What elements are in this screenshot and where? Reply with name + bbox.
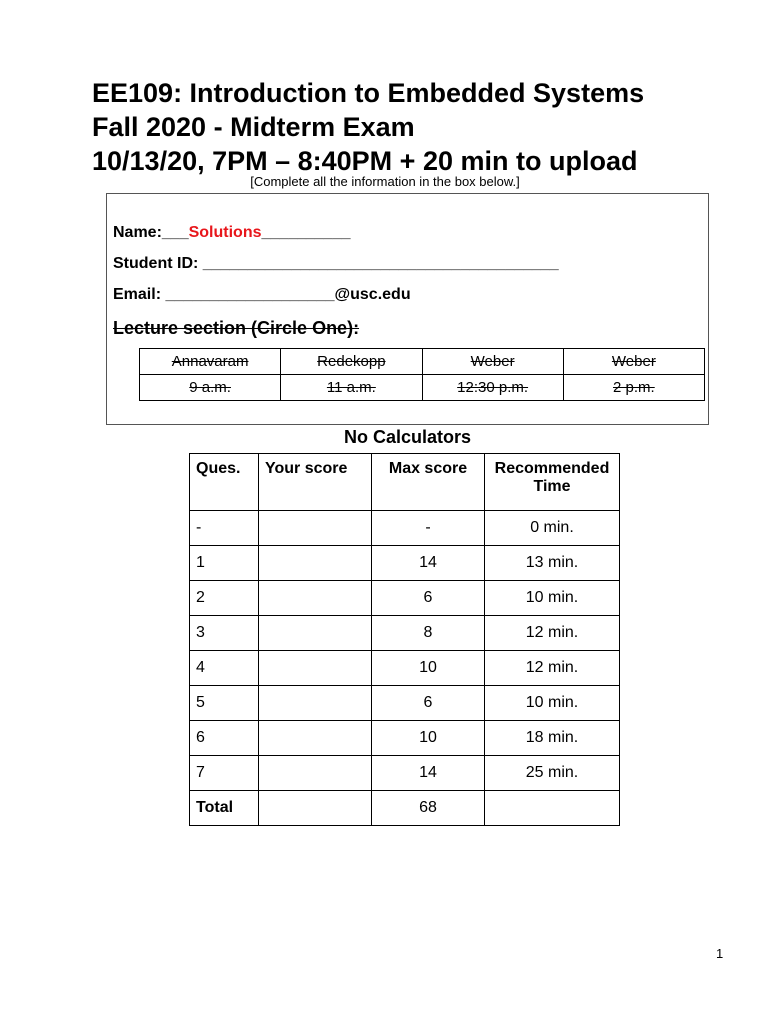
title-line-datetime: 10/13/20, 7PM – 8:40PM + 20 min to upload [92,146,638,176]
table-row [190,616,620,651]
table-row [190,686,620,721]
score-cell [259,756,372,791]
time-cell [485,791,620,826]
email-field: Email: ___________________@usc.edu [113,286,411,303]
exam-title [92,76,644,178]
title-line-term: Fall 2020 - Midterm Exam [92,112,415,142]
lecture-time: 2 p.m. [563,375,704,401]
table-row [190,511,620,546]
lecture-section-heading: Lecture section (Circle One): [113,318,360,338]
header-your-score: Your score [259,454,372,511]
score-cell [259,721,372,756]
table-row [190,756,620,791]
ques-cell: 4 [190,651,259,686]
lecture-time: 9 a.m. [140,375,281,401]
lecture-time: 11 a.m. [281,375,422,401]
score-cell [259,581,372,616]
max-cell: 10 [372,721,485,756]
max-cell: 8 [372,616,485,651]
lecture-time: 12:30 p.m. [422,375,563,401]
instruction-note: [Complete all the information in the box below.] [250,174,520,189]
lecture-instructor: Redekopp [281,349,422,375]
total-label: Total [190,791,259,826]
student-id-field: Student ID: ________________________________________ [113,255,559,272]
max-cell: 14 [372,756,485,791]
ques-cell: 2 [190,581,259,616]
time-cell: 10 min. [485,581,620,616]
table-row-total [190,791,620,826]
ques-cell: 5 [190,686,259,721]
score-cell [259,686,372,721]
lecture-instructor: Weber [563,349,704,375]
header-ques: Ques. [190,454,259,511]
no-calculators-heading: No Calculators [343,427,472,447]
score-table [189,453,620,826]
lecture-instructor: Annavaram [140,349,281,375]
time-cell: 18 min. [485,721,620,756]
time-cell: 13 min. [485,546,620,581]
name-trail: __________ [261,224,351,241]
lecture-time-row [140,375,705,401]
time-cell: 12 min. [485,616,620,651]
title-line-course: EE109: Introduction to Embedded Systems [92,78,645,108]
score-cell [259,651,372,686]
name-label: Name:___ [113,224,189,241]
lecture-instructor-row [140,349,705,375]
header-max-score: Max score [372,454,485,511]
lecture-instructor: Weber [422,349,563,375]
max-cell: - [372,511,485,546]
score-cell [259,511,372,546]
max-cell: 6 [372,686,485,721]
table-row [190,651,620,686]
max-total-cell: 68 [372,791,485,826]
lecture-section-table [139,348,705,401]
ques-cell: 7 [190,756,259,791]
table-row [190,581,620,616]
time-cell: 25 min. [485,756,620,791]
time-cell: 12 min. [485,651,620,686]
page-number: 1 [716,946,724,961]
score-cell [259,791,372,826]
ques-cell: 3 [190,616,259,651]
ques-cell: 6 [190,721,259,756]
max-cell: 6 [372,581,485,616]
score-cell [259,616,372,651]
table-row [190,546,620,581]
score-cell [259,546,372,581]
name-answer: Solutions [188,224,262,241]
score-header-row [190,454,620,511]
ques-cell: - [190,511,259,546]
time-cell: 0 min. [485,511,620,546]
header-recommended-time: Recommended Time [485,454,620,511]
max-cell: 10 [372,651,485,686]
ques-cell: 1 [190,546,259,581]
table-row [190,721,620,756]
time-cell: 10 min. [485,686,620,721]
max-cell: 14 [372,546,485,581]
name-field [113,224,350,242]
